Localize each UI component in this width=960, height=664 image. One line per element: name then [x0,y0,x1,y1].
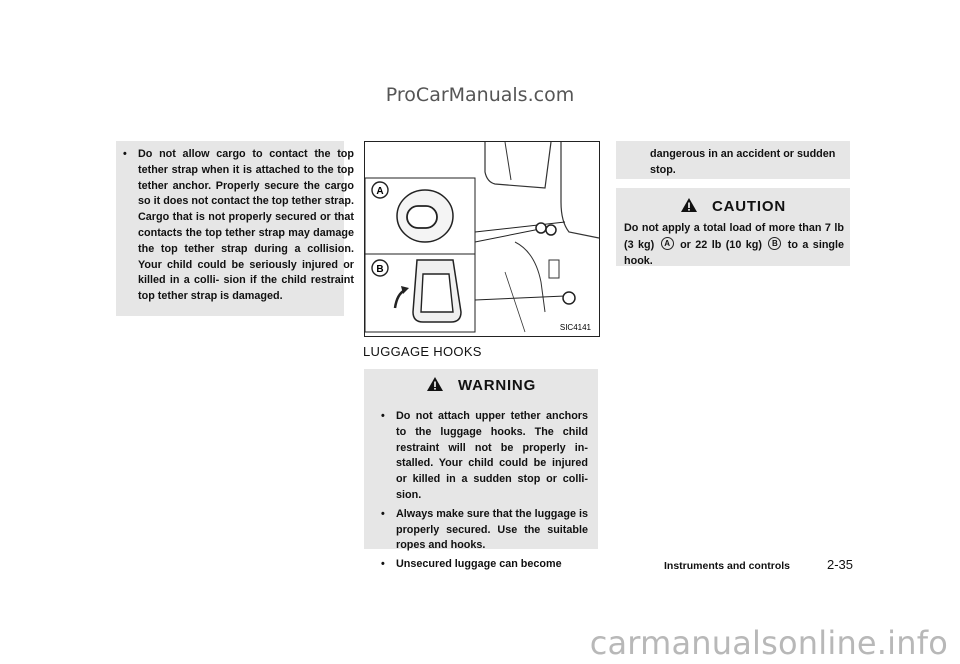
list-item-text: Do not attach upper tether anchors to the luggage hooks. The child restraint will not be properly in- stalled. Your child could be injured or killed in a sudden stop or colli- sion. [396,410,588,501]
warning-heading-text: WARNING [457,377,537,394]
watermark-top: ProCarManuals.com [385,84,575,106]
warning-heading [364,376,598,394]
section-title: LUGGAGE HOOKS [363,344,482,359]
callout-b-marker: B [768,237,781,250]
warning-box [364,369,598,571]
left-gray-box [116,141,354,316]
list-item-text: Always make sure that the luggage is properly secured. Use the suitable ropes and hooks. [396,507,589,552]
caution-text-part-1: Do not apply a total load of more than 7 lb (3 kg) [624,222,844,251]
caution-text [624,221,844,269]
caution-heading [616,197,850,215]
list-item [374,507,588,554]
list-item [116,147,354,305]
caution-box [616,188,850,266]
bullet-icon: • [381,410,385,422]
caution-heading-text: CAUTION [712,198,786,215]
figure-code: SIC4141 [559,323,591,332]
luggage-hook-figure [364,141,600,337]
bullet-icon: • [123,148,127,160]
page-number: 2-35 [827,557,854,572]
list-item [374,409,588,504]
figure-illustration [365,142,599,336]
warning-list [374,409,588,576]
caution-text-part-3: to a single hook. [624,238,845,267]
caution-icon [680,197,698,213]
footer-section-name: Instruments and controls [664,560,791,572]
figure-label-b: B [376,264,384,275]
list-item [374,557,588,573]
caution-text-part-2: or 22 lb (10 kg) [680,238,762,251]
callout-a-marker: A [661,237,674,250]
list-item-text: Unsecured luggage can become [396,558,562,571]
continuation-box [616,141,850,179]
watermark-bottom: carmanualsonline.info [589,624,948,662]
bullet-icon: • [381,558,385,571]
figure-label-a: A [376,186,384,197]
continuation-text: dangerous in an accident or sudden stop. [650,148,836,176]
list-item-text: Do not allow cargo to contact the top tether strap when it is attached to the top tether anchor. Properly secure the cargo so it does not contact the top tether strap. Cargo that is not properly secured or that contacts the top tether strap may damage the top tether strap during a collision. Your child could be seriously injured or killed in a colli- sion if the child restraint top tether strap is damaged. [138,148,354,303]
bullet-icon: • [381,507,385,520]
warning-icon [426,376,444,392]
